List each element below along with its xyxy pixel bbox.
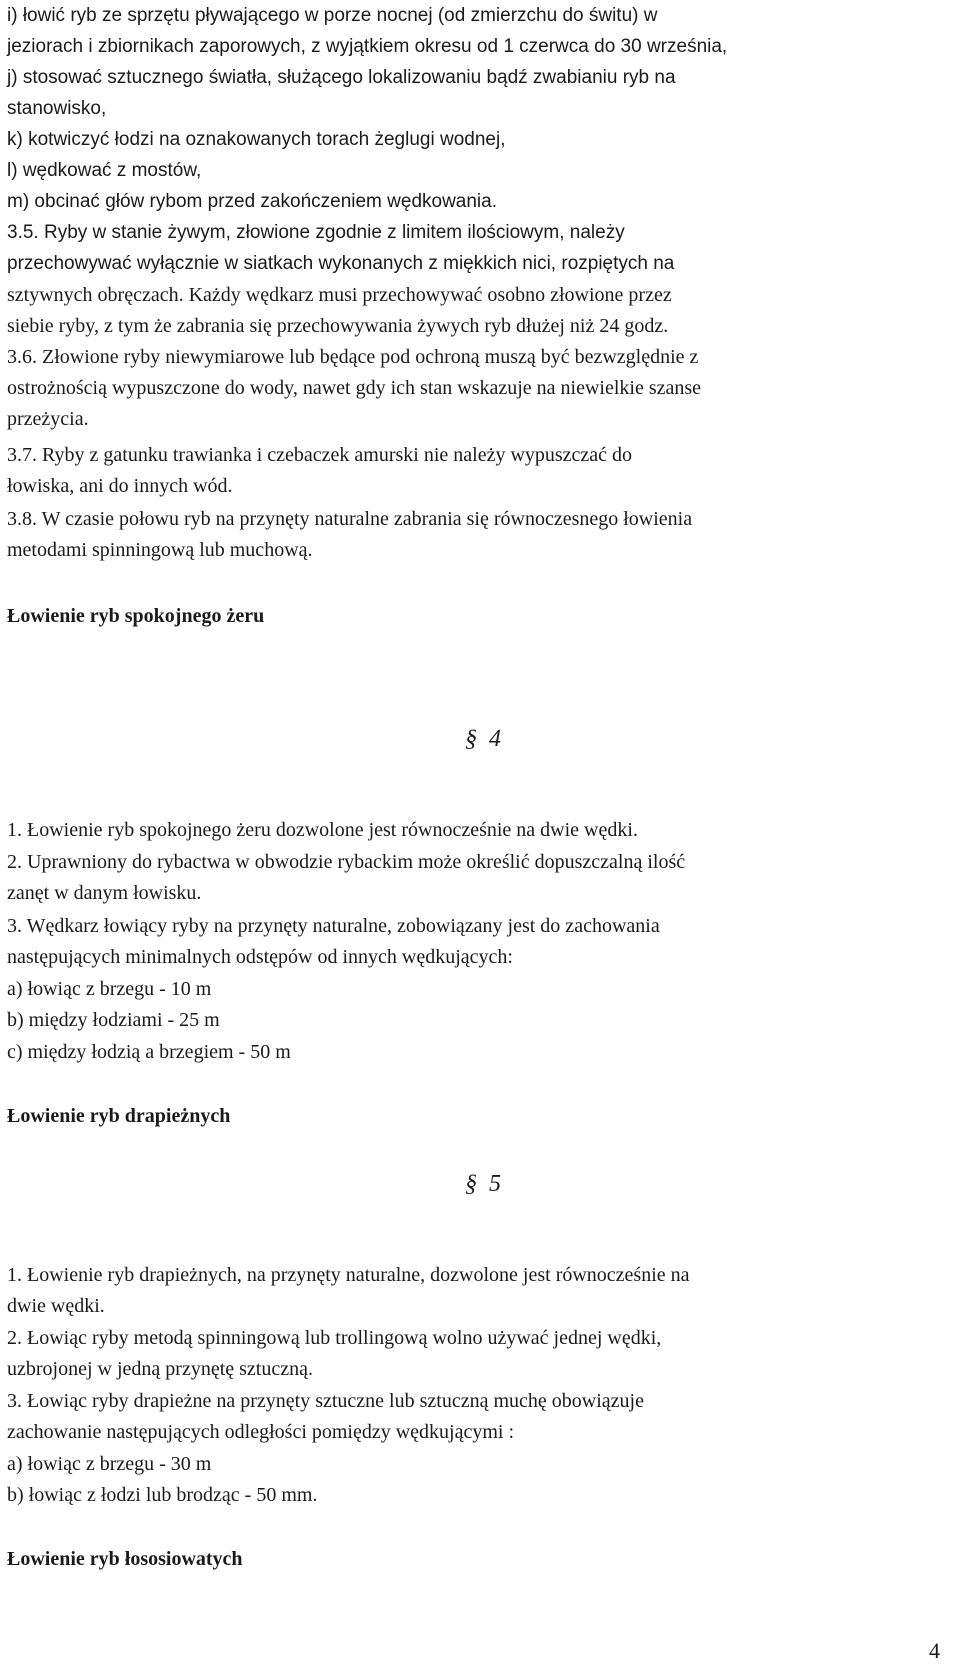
text-line: ostrożnością wypuszczone do wody, nawet gdy ich stan wskazuje na niewielkie szanse bbox=[7, 377, 702, 399]
text-line: l) wędkować z mostów, bbox=[7, 160, 202, 181]
text-line: a) łowiąc z brzegu - 30 m bbox=[7, 1453, 212, 1475]
section-symbol: § bbox=[465, 1171, 477, 1197]
text-line: 3.5. Ryby w stanie żywym, złowione zgodnie z limitem ilościowym, należy bbox=[7, 222, 625, 243]
text-line: 1. Łowienie ryb drapieżnych, na przynęty naturalne, dozwolone jest równocześnie na bbox=[7, 1264, 690, 1286]
section-heading: Łowienie ryb łososiowatych bbox=[7, 1548, 243, 1570]
text-line: 2. Łowiąc ryby metodą spinningową lub trollingową wolno używać jednej wędki, bbox=[7, 1327, 662, 1349]
text-line: a) łowiąc z brzegu - 10 m bbox=[7, 978, 212, 1000]
text-line: m) obcinać głów rybom przed zakończeniem wędkowania. bbox=[7, 191, 498, 212]
text-line: siebie ryby, z tym że zabrania się przechowywania żywych ryb dłużej niż 24 godz. bbox=[7, 315, 669, 337]
text-line: jeziorach i zbiornikach zaporowych, z wyjątkiem okresu od 1 czerwca do 30 września, bbox=[7, 36, 728, 57]
text-line: k) kotwiczyć łodzi na oznakowanych torach żeglugi wodnej, bbox=[7, 129, 506, 150]
text-line: przeżycia. bbox=[7, 408, 89, 430]
text-line: przechowywać wyłącznie w siatkach wykonanych z miękkich nici, rozpiętych na bbox=[7, 253, 675, 274]
text-line: 1. Łowienie ryb spokojnego żeru dozwolone jest równocześnie na dwie wędki. bbox=[7, 819, 638, 841]
section-mark bbox=[465, 725, 501, 753]
text-line: 2. Uprawniony do rybactwa w obwodzie rybackim może określić dopuszczalną ilość bbox=[7, 851, 686, 873]
text-line: j) stosować sztucznego światła, służącego lokalizowaniu bądź zwabianiu ryb na bbox=[7, 67, 676, 88]
text-line: stanowisko, bbox=[7, 98, 107, 119]
text-line: b) łowiąc z łodzi lub brodząc - 50 mm. bbox=[7, 1484, 318, 1506]
section-heading: Łowienie ryb spokojnego żeru bbox=[7, 605, 265, 627]
text-line: metodami spinningową lub muchową. bbox=[7, 539, 313, 561]
text-line: zachowanie następujących odległości pomiędzy wędkującymi : bbox=[7, 1421, 515, 1443]
page-number: 4 bbox=[929, 1638, 940, 1663]
text-line: 3.6. Złowione ryby niewymiarowe lub będące pod ochroną muszą być bezwzględnie z bbox=[7, 346, 699, 368]
text-line: sztywnych obręczach. Każdy wędkarz musi przechowywać osobno złowione przez bbox=[7, 284, 672, 306]
text-line: zanęt w danym łowisku. bbox=[7, 882, 202, 904]
section-number: 4 bbox=[489, 726, 501, 752]
text-line: 3.8. W czasie połowu ryb na przynęty naturalne zabrania się równoczesnego łowienia bbox=[7, 508, 693, 530]
text-line: 3. Łowiąc ryby drapieżne na przynęty sztuczne lub sztuczną muchę obowiązuje bbox=[7, 1390, 644, 1412]
section-mark bbox=[465, 1170, 501, 1198]
text-line: 3.7. Ryby z gatunku trawianka i czebaczek amurski nie należy wypuszczać do bbox=[7, 444, 633, 466]
text-line: 3. Wędkarz łowiący ryby na przynęty naturalne, zobowiązany jest do zachowania bbox=[7, 915, 660, 937]
text-line: i) łowić ryb ze sprzętu pływającego w porze nocnej (od zmierzchu do świtu) w bbox=[7, 5, 658, 26]
section-heading: Łowienie ryb drapieżnych bbox=[7, 1105, 231, 1127]
text-line: uzbrojonej w jedną przynętę sztuczną. bbox=[7, 1358, 313, 1380]
text-line: b) między łodziami - 25 m bbox=[7, 1009, 220, 1031]
text-line: łowiska, ani do innych wód. bbox=[7, 475, 233, 497]
section-symbol: § bbox=[465, 726, 477, 752]
section-number: 5 bbox=[489, 1171, 501, 1197]
text-line: następujących minimalnych odstępów od innych wędkujących: bbox=[7, 946, 513, 968]
text-line: dwie wędki. bbox=[7, 1295, 105, 1317]
text-line: c) między łodzią a brzegiem - 50 m bbox=[7, 1041, 291, 1063]
